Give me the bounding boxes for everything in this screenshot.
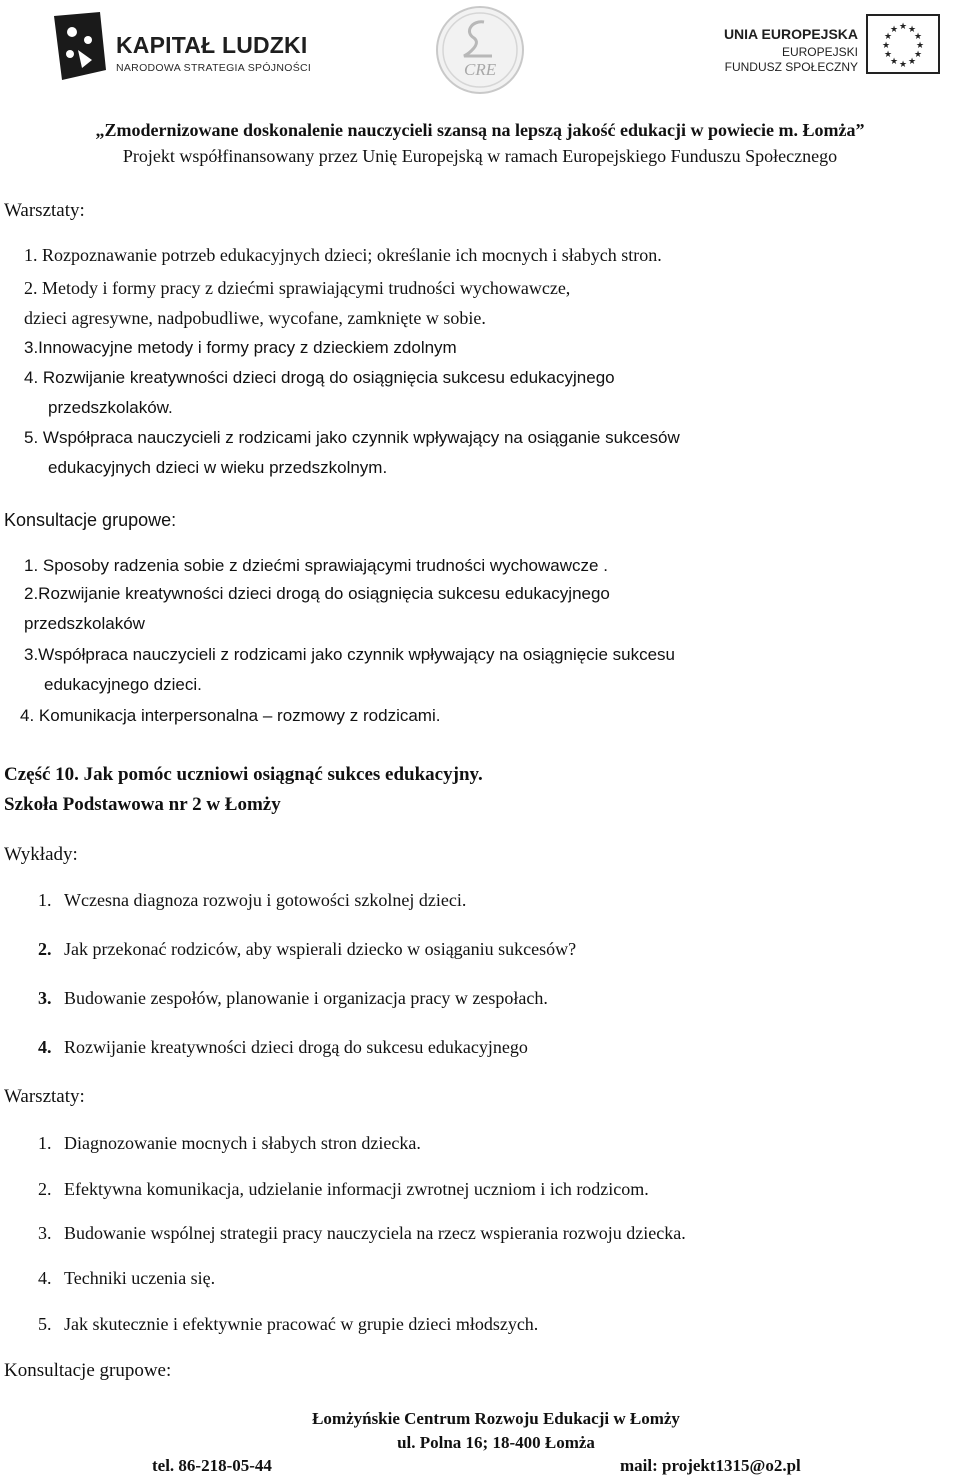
kapital-ludzki-emblem-icon bbox=[48, 10, 110, 82]
list-item: 1. Sposoby radzenia sobie z dziećmi sprawiającymi trudności wychowawcze . bbox=[24, 556, 608, 575]
workshop-text: Jak skutecznie i efektywnie pracować w grupie dzieci młodszych. bbox=[64, 1314, 539, 1334]
list-item: dzieci agresywne, nadpobudliwe, wycofane, zamknięte w sobie. bbox=[24, 308, 486, 328]
kapital-ludzki-subtitle: NARODOWA STRATEGIA SPÓJNOŚCI bbox=[116, 62, 312, 74]
svg-text:★: ★ bbox=[884, 32, 893, 42]
lecture-text: Jak przekonać rodziców, aby wspierali dziecko w osiąganiu sukcesów? bbox=[64, 939, 577, 959]
eu-logo bbox=[700, 14, 940, 78]
part10-title: Część 10. Jak pomóc uczniowi osiągnąć sukces edukacyjny. bbox=[4, 764, 483, 785]
list-item: 2. Metody i formy pracy z dziećmi sprawiającymi trudności wychowawcze, bbox=[24, 278, 571, 298]
eu-line-1: UNIA EUROPEJSKA bbox=[723, 26, 858, 42]
svg-text:★: ★ bbox=[914, 50, 923, 60]
workshop-text: Budowanie wspólnej strategii pracy nauczyciela na rzecz wspierania rozwoju dziecka. bbox=[64, 1223, 686, 1243]
workshop-item bbox=[38, 1223, 686, 1244]
list-item: 3.Współpraca nauczycieli z rodzicami jako czynnik wpływający na osiągnięcie sukcesu bbox=[24, 645, 676, 664]
list-item: 2.Rozwijanie kreatywności dzieci drogą do osiągnięcia sukcesu edukacyjnego bbox=[24, 584, 610, 603]
list-item: edukacyjnych dzieci w wieku przedszkolnym. bbox=[48, 458, 388, 477]
workshop-item bbox=[38, 1179, 649, 1200]
workshop-number: 4. bbox=[38, 1268, 52, 1288]
workshop-text: Diagnozowanie mocnych i słabych stron dziecka. bbox=[64, 1133, 421, 1153]
eu-line-3: FUNDUSZ SPOŁECZNY bbox=[724, 60, 858, 74]
lecture-text: Rozwijanie kreatywności dzieci drogą do sukcesu edukacyjnego bbox=[64, 1037, 528, 1057]
lecture-number: 4. bbox=[38, 1037, 52, 1057]
lecture-number: 3. bbox=[38, 988, 52, 1008]
lecture-number: 2. bbox=[38, 939, 52, 959]
consultations-heading: Konsultacje grupowe: bbox=[4, 1360, 172, 1381]
workshop-item bbox=[38, 1314, 538, 1335]
cre-seal-icon bbox=[434, 4, 526, 96]
footer-phone: tel. 86-218-05-44 bbox=[152, 1456, 272, 1475]
workshop-text: Techniki uczenia się. bbox=[64, 1268, 216, 1288]
workshop-number: 5. bbox=[38, 1314, 52, 1334]
svg-text:★: ★ bbox=[908, 57, 917, 67]
workshops-heading: Warsztaty: bbox=[4, 200, 85, 221]
kapital-ludzki-logo bbox=[48, 10, 320, 84]
svg-text:★: ★ bbox=[899, 60, 908, 70]
footer-email: mail: projekt1315@o2.pl bbox=[620, 1456, 801, 1475]
cre-logo bbox=[434, 4, 526, 96]
workshop-item bbox=[38, 1268, 215, 1289]
lecture-text: Budowanie zespołów, planowanie i organizacja pracy w zespołach. bbox=[64, 988, 548, 1008]
workshop-number: 2. bbox=[38, 1179, 52, 1199]
eu-flag-icon bbox=[866, 14, 940, 74]
list-item: edukacyjnego dzieci. bbox=[44, 675, 202, 694]
project-title: „Zmodernizowane doskonalenie nauczycieli szansą na lepszą jakość edukacji w powiecie m. Łomża” bbox=[95, 120, 865, 140]
footer-org: Łomżyńskie Centrum Rozwoju Edukacji w Łomży bbox=[312, 1409, 680, 1428]
lectures-heading: Wykłady: bbox=[4, 844, 78, 865]
svg-text:★: ★ bbox=[908, 25, 917, 35]
workshop-number: 1. bbox=[38, 1133, 52, 1153]
svg-text:★: ★ bbox=[890, 25, 899, 35]
lecture-number: 1. bbox=[38, 890, 52, 910]
workshops-heading: Warsztaty: bbox=[4, 1086, 85, 1107]
cre-logo-text: CRE bbox=[464, 60, 497, 79]
footer-address: ul. Polna 16; 18-400 Łomża bbox=[397, 1433, 595, 1452]
consultations-heading: Konsultacje grupowe: bbox=[4, 510, 177, 530]
workshop-item bbox=[38, 1133, 421, 1154]
svg-text:★: ★ bbox=[916, 41, 925, 51]
list-item: przedszkolaków. bbox=[48, 398, 173, 417]
svg-text:★: ★ bbox=[899, 22, 908, 32]
list-item: 3.Innowacyjne metody i formy pracy z dzieckiem zdolnym bbox=[24, 338, 457, 357]
project-subtitle: Projekt współfinansowany przez Unię Europejską w ramach Europejskiego Funduszu Społecznego bbox=[122, 146, 838, 166]
lecture-text: Wczesna diagnoza rozwoju i gotowości szkolnej dzieci. bbox=[64, 890, 467, 910]
lecture-item bbox=[38, 939, 576, 960]
svg-text:★: ★ bbox=[882, 41, 891, 51]
svg-text:★: ★ bbox=[884, 50, 893, 60]
list-item: przedszkolaków bbox=[24, 614, 145, 633]
eu-line-2: EUROPEJSKI bbox=[781, 45, 858, 59]
list-item: 5. Współpraca nauczycieli z rodzicami jako czynnik wpływający na osiąganie sukcesów bbox=[24, 428, 680, 447]
svg-text:★: ★ bbox=[890, 57, 899, 67]
lecture-item bbox=[38, 1037, 528, 1058]
kapital-ludzki-title: KAPITAŁ LUDZKI bbox=[116, 32, 308, 58]
lecture-item bbox=[38, 988, 548, 1009]
school-name: Szkoła Podstawowa nr 2 w Łomży bbox=[4, 794, 281, 815]
svg-text:★: ★ bbox=[914, 32, 923, 42]
list-item: 1. Rozpoznawanie potrzeb edukacyjnych dzieci; określanie ich mocnych i słabych stron. bbox=[24, 245, 662, 265]
list-item: 4. Komunikacja interpersonalna – rozmowy z rodzicami. bbox=[20, 706, 441, 725]
lecture-item bbox=[38, 890, 466, 911]
workshop-text: Efektywna komunikacja, udzielanie informacji zwrotnej uczniom i ich rodzicom. bbox=[64, 1179, 649, 1199]
list-item: 4. Rozwijanie kreatywności dzieci drogą do osiągnięcia sukcesu edukacyjnego bbox=[24, 368, 615, 387]
workshop-number: 3. bbox=[38, 1223, 52, 1243]
